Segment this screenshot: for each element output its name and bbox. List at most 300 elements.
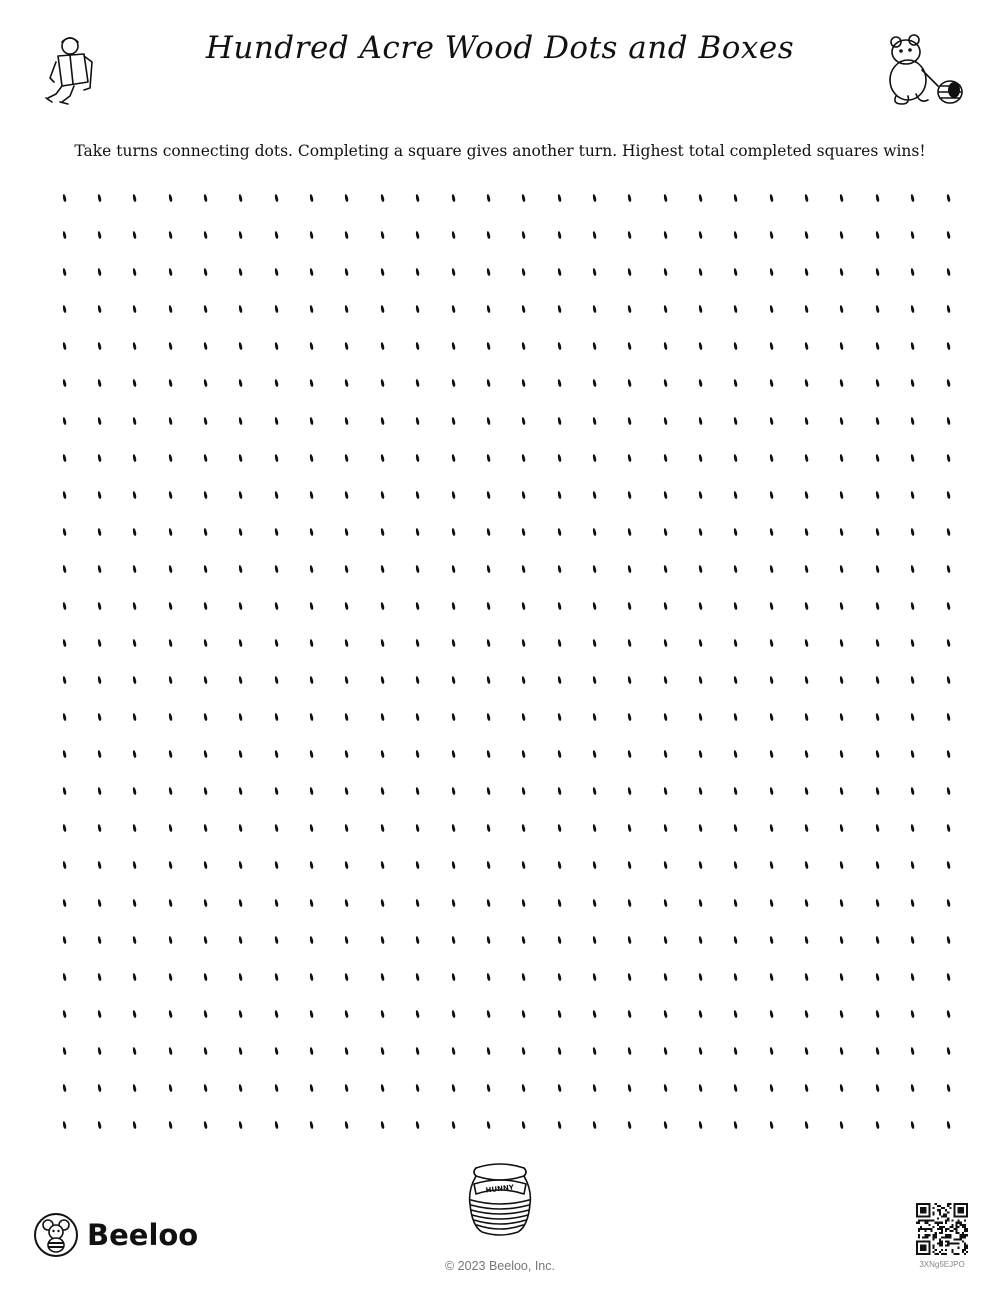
grid-dot[interactable]: [203, 861, 208, 869]
grid-dot[interactable]: [345, 527, 350, 535]
grid-dot[interactable]: [804, 1084, 809, 1092]
grid-dot[interactable]: [521, 602, 526, 610]
grid-dot[interactable]: [274, 490, 279, 498]
grid-dot[interactable]: [910, 787, 915, 795]
grid-dot[interactable]: [345, 861, 350, 869]
grid-dot[interactable]: [274, 453, 279, 461]
grid-dot[interactable]: [521, 639, 526, 647]
grid-dot[interactable]: [97, 602, 102, 610]
grid-dot[interactable]: [415, 342, 420, 350]
grid-dot[interactable]: [698, 305, 703, 313]
grid-dot[interactable]: [309, 194, 314, 202]
grid-dot[interactable]: [415, 972, 420, 980]
grid-dot[interactable]: [132, 898, 137, 906]
grid-dot[interactable]: [203, 268, 208, 276]
grid-dot[interactable]: [557, 935, 562, 943]
grid-dot[interactable]: [946, 676, 951, 684]
grid-dot[interactable]: [698, 898, 703, 906]
grid-dot[interactable]: [203, 602, 208, 610]
grid-dot[interactable]: [733, 379, 738, 387]
grid-dot[interactable]: [698, 342, 703, 350]
grid-dot[interactable]: [733, 305, 738, 313]
grid-dot[interactable]: [486, 1121, 491, 1129]
grid-dot[interactable]: [663, 342, 668, 350]
grid-dot[interactable]: [521, 194, 526, 202]
grid-dot[interactable]: [769, 379, 774, 387]
grid-dot[interactable]: [521, 1047, 526, 1055]
grid-dot[interactable]: [203, 750, 208, 758]
grid-dot[interactable]: [274, 268, 279, 276]
grid-dot[interactable]: [521, 972, 526, 980]
grid-dot[interactable]: [168, 676, 173, 684]
grid-dot[interactable]: [946, 750, 951, 758]
grid-dot[interactable]: [274, 1047, 279, 1055]
grid-dot[interactable]: [274, 1121, 279, 1129]
grid-dot[interactable]: [910, 1047, 915, 1055]
grid-dot[interactable]: [663, 453, 668, 461]
grid-dot[interactable]: [238, 713, 243, 721]
grid-dot[interactable]: [627, 861, 632, 869]
grid-dot[interactable]: [875, 824, 880, 832]
grid-dot[interactable]: [203, 787, 208, 795]
grid-dot[interactable]: [132, 453, 137, 461]
grid-dot[interactable]: [62, 972, 67, 980]
grid-dot[interactable]: [309, 639, 314, 647]
grid-dot[interactable]: [840, 639, 845, 647]
grid-dot[interactable]: [663, 713, 668, 721]
grid-dot[interactable]: [769, 453, 774, 461]
grid-dot[interactable]: [415, 194, 420, 202]
grid-dot[interactable]: [203, 565, 208, 573]
grid-dot[interactable]: [168, 1121, 173, 1129]
grid-dot[interactable]: [663, 1047, 668, 1055]
grid-dot[interactable]: [769, 713, 774, 721]
grid-dot[interactable]: [309, 379, 314, 387]
grid-dot[interactable]: [274, 750, 279, 758]
grid-dot[interactable]: [804, 861, 809, 869]
grid-dot[interactable]: [946, 1084, 951, 1092]
grid-dot[interactable]: [203, 379, 208, 387]
grid-dot[interactable]: [451, 787, 456, 795]
grid-dot[interactable]: [274, 231, 279, 239]
grid-dot[interactable]: [557, 639, 562, 647]
grid-dot[interactable]: [521, 713, 526, 721]
grid-dot[interactable]: [769, 787, 774, 795]
grid-dot[interactable]: [769, 1084, 774, 1092]
grid-dot[interactable]: [627, 268, 632, 276]
grid-dot[interactable]: [309, 268, 314, 276]
grid-dot[interactable]: [592, 490, 597, 498]
grid-dot[interactable]: [62, 194, 67, 202]
grid-dot[interactable]: [451, 861, 456, 869]
grid-dot[interactable]: [203, 231, 208, 239]
grid-dot[interactable]: [769, 1121, 774, 1129]
grid-dot[interactable]: [415, 935, 420, 943]
grid-dot[interactable]: [97, 1010, 102, 1018]
grid-dot[interactable]: [769, 750, 774, 758]
grid-dot[interactable]: [168, 1010, 173, 1018]
grid-dot[interactable]: [345, 639, 350, 647]
grid-dot[interactable]: [238, 824, 243, 832]
grid-dot[interactable]: [345, 565, 350, 573]
grid-dot[interactable]: [486, 565, 491, 573]
grid-dot[interactable]: [203, 416, 208, 424]
grid-dot[interactable]: [627, 379, 632, 387]
grid-dot[interactable]: [168, 305, 173, 313]
grid-dot[interactable]: [415, 1047, 420, 1055]
grid-dot[interactable]: [521, 750, 526, 758]
grid-dot[interactable]: [62, 1084, 67, 1092]
grid-dot[interactable]: [309, 935, 314, 943]
grid-dot[interactable]: [345, 602, 350, 610]
grid-dot[interactable]: [946, 379, 951, 387]
grid-dot[interactable]: [840, 268, 845, 276]
grid-dot[interactable]: [910, 416, 915, 424]
grid-dot[interactable]: [733, 1010, 738, 1018]
grid-dot[interactable]: [875, 1047, 880, 1055]
grid-dot[interactable]: [345, 713, 350, 721]
grid-dot[interactable]: [946, 490, 951, 498]
grid-dot[interactable]: [910, 750, 915, 758]
grid-dot[interactable]: [804, 453, 809, 461]
grid-dot[interactable]: [946, 787, 951, 795]
grid-dot[interactable]: [557, 342, 562, 350]
grid-dot[interactable]: [804, 342, 809, 350]
grid-dot[interactable]: [345, 898, 350, 906]
grid-dot[interactable]: [627, 972, 632, 980]
grid-dot[interactable]: [238, 453, 243, 461]
grid-dot[interactable]: [663, 1010, 668, 1018]
grid-dot[interactable]: [521, 861, 526, 869]
grid-dot[interactable]: [203, 935, 208, 943]
grid-dot[interactable]: [451, 342, 456, 350]
grid-dot[interactable]: [557, 676, 562, 684]
grid-dot[interactable]: [451, 416, 456, 424]
grid-dot[interactable]: [203, 342, 208, 350]
grid-dot[interactable]: [415, 1010, 420, 1018]
grid-dot[interactable]: [592, 935, 597, 943]
grid-dot[interactable]: [132, 1121, 137, 1129]
grid-dot[interactable]: [769, 527, 774, 535]
grid-dot[interactable]: [132, 490, 137, 498]
grid-dot[interactable]: [415, 713, 420, 721]
grid-dot[interactable]: [946, 861, 951, 869]
grid-dot[interactable]: [733, 935, 738, 943]
grid-dot[interactable]: [238, 972, 243, 980]
grid-dot[interactable]: [168, 342, 173, 350]
grid-dot[interactable]: [698, 639, 703, 647]
grid-dot[interactable]: [698, 935, 703, 943]
grid-dot[interactable]: [97, 527, 102, 535]
grid-dot[interactable]: [380, 453, 385, 461]
grid-dot[interactable]: [663, 305, 668, 313]
grid-dot[interactable]: [97, 1121, 102, 1129]
grid-dot[interactable]: [309, 861, 314, 869]
grid-dot[interactable]: [769, 490, 774, 498]
grid-dot[interactable]: [521, 824, 526, 832]
grid-dot[interactable]: [840, 898, 845, 906]
grid-dot[interactable]: [627, 1121, 632, 1129]
grid-dot[interactable]: [698, 453, 703, 461]
grid-dot[interactable]: [804, 602, 809, 610]
grid-dot[interactable]: [627, 231, 632, 239]
grid-dot[interactable]: [486, 1047, 491, 1055]
grid-dot[interactable]: [875, 787, 880, 795]
grid-dot[interactable]: [627, 416, 632, 424]
grid-dot[interactable]: [451, 898, 456, 906]
grid-dot[interactable]: [557, 898, 562, 906]
grid-dot[interactable]: [910, 602, 915, 610]
grid-dot[interactable]: [521, 268, 526, 276]
grid-dot[interactable]: [627, 602, 632, 610]
grid-dot[interactable]: [875, 639, 880, 647]
grid-dot[interactable]: [309, 565, 314, 573]
grid-dot[interactable]: [804, 231, 809, 239]
grid-dot[interactable]: [238, 565, 243, 573]
grid-dot[interactable]: [380, 935, 385, 943]
grid-dot[interactable]: [274, 935, 279, 943]
grid-dot[interactable]: [521, 453, 526, 461]
grid-dot[interactable]: [62, 379, 67, 387]
grid-dot[interactable]: [769, 1047, 774, 1055]
grid-dot[interactable]: [380, 527, 385, 535]
grid-dot[interactable]: [238, 1047, 243, 1055]
grid-dot[interactable]: [875, 750, 880, 758]
grid-dot[interactable]: [698, 194, 703, 202]
grid-dot[interactable]: [946, 1010, 951, 1018]
grid-dot[interactable]: [840, 861, 845, 869]
grid-dot[interactable]: [663, 1084, 668, 1092]
grid-dot[interactable]: [451, 713, 456, 721]
grid-dot[interactable]: [451, 1047, 456, 1055]
grid-dot[interactable]: [875, 416, 880, 424]
grid-dot[interactable]: [627, 1010, 632, 1018]
grid-dot[interactable]: [168, 787, 173, 795]
grid-dot[interactable]: [557, 1010, 562, 1018]
grid-dot[interactable]: [132, 750, 137, 758]
grid-dot[interactable]: [451, 750, 456, 758]
grid-dot[interactable]: [698, 1084, 703, 1092]
grid-dot[interactable]: [698, 1121, 703, 1129]
grid-dot[interactable]: [62, 787, 67, 795]
grid-dot[interactable]: [345, 1121, 350, 1129]
grid-dot[interactable]: [875, 305, 880, 313]
grid-dot[interactable]: [97, 231, 102, 239]
grid-dot[interactable]: [663, 861, 668, 869]
grid-dot[interactable]: [345, 416, 350, 424]
grid-dot[interactable]: [840, 342, 845, 350]
grid-dot[interactable]: [521, 787, 526, 795]
grid-dot[interactable]: [804, 565, 809, 573]
grid-dot[interactable]: [380, 565, 385, 573]
grid-dot[interactable]: [733, 194, 738, 202]
grid-dot[interactable]: [804, 268, 809, 276]
grid-dot[interactable]: [415, 231, 420, 239]
grid-dot[interactable]: [769, 972, 774, 980]
grid-dot[interactable]: [345, 1010, 350, 1018]
grid-dot[interactable]: [132, 676, 137, 684]
grid-dot[interactable]: [521, 490, 526, 498]
grid-dot[interactable]: [451, 379, 456, 387]
grid-dot[interactable]: [733, 490, 738, 498]
grid-dot[interactable]: [274, 898, 279, 906]
grid-dot[interactable]: [274, 379, 279, 387]
grid-dot[interactable]: [910, 935, 915, 943]
grid-dot[interactable]: [910, 527, 915, 535]
grid-dot[interactable]: [627, 1047, 632, 1055]
grid-dot[interactable]: [168, 602, 173, 610]
grid-dot[interactable]: [168, 194, 173, 202]
grid-dot[interactable]: [557, 231, 562, 239]
grid-dot[interactable]: [97, 639, 102, 647]
grid-dot[interactable]: [415, 268, 420, 276]
grid-dot[interactable]: [698, 1010, 703, 1018]
grid-dot[interactable]: [557, 490, 562, 498]
grid-dot[interactable]: [415, 750, 420, 758]
grid-dot[interactable]: [62, 1010, 67, 1018]
grid-dot[interactable]: [698, 268, 703, 276]
grid-dot[interactable]: [274, 676, 279, 684]
grid-dot[interactable]: [733, 861, 738, 869]
grid-dot[interactable]: [203, 453, 208, 461]
grid-dot[interactable]: [840, 305, 845, 313]
grid-dot[interactable]: [309, 787, 314, 795]
grid-dot[interactable]: [451, 194, 456, 202]
grid-dot[interactable]: [733, 453, 738, 461]
grid-dot[interactable]: [875, 676, 880, 684]
grid-dot[interactable]: [627, 453, 632, 461]
grid-dot[interactable]: [97, 305, 102, 313]
grid-dot[interactable]: [592, 416, 597, 424]
grid-dot[interactable]: [804, 1047, 809, 1055]
grid-dot[interactable]: [380, 750, 385, 758]
grid-dot[interactable]: [592, 824, 597, 832]
grid-dot[interactable]: [521, 1084, 526, 1092]
grid-dot[interactable]: [132, 787, 137, 795]
grid-dot[interactable]: [769, 565, 774, 573]
grid-dot[interactable]: [557, 527, 562, 535]
grid-dot[interactable]: [592, 194, 597, 202]
grid-dot[interactable]: [451, 1121, 456, 1129]
grid-dot[interactable]: [804, 935, 809, 943]
grid-dot[interactable]: [910, 1084, 915, 1092]
qr-code[interactable]: [916, 1203, 968, 1255]
grid-dot[interactable]: [875, 453, 880, 461]
grid-dot[interactable]: [627, 750, 632, 758]
grid-dot[interactable]: [557, 750, 562, 758]
grid-dot[interactable]: [946, 935, 951, 943]
grid-dot[interactable]: [733, 268, 738, 276]
grid-dot[interactable]: [274, 1084, 279, 1092]
grid-dot[interactable]: [910, 1010, 915, 1018]
grid-dot[interactable]: [486, 416, 491, 424]
grid-dot[interactable]: [97, 342, 102, 350]
grid-dot[interactable]: [592, 750, 597, 758]
grid-dot[interactable]: [627, 713, 632, 721]
grid-dot[interactable]: [698, 1047, 703, 1055]
grid-dot[interactable]: [274, 194, 279, 202]
grid-dot[interactable]: [345, 490, 350, 498]
grid-dot[interactable]: [698, 750, 703, 758]
grid-dot[interactable]: [62, 416, 67, 424]
grid-dot[interactable]: [946, 713, 951, 721]
grid-dot[interactable]: [451, 453, 456, 461]
grid-dot[interactable]: [592, 713, 597, 721]
grid-dot[interactable]: [203, 1084, 208, 1092]
grid-dot[interactable]: [698, 527, 703, 535]
grid-dot[interactable]: [486, 713, 491, 721]
grid-dot[interactable]: [592, 787, 597, 795]
grid-dot[interactable]: [875, 898, 880, 906]
grid-dot[interactable]: [769, 898, 774, 906]
grid-dot[interactable]: [840, 527, 845, 535]
grid-dot[interactable]: [132, 194, 137, 202]
grid-dot[interactable]: [380, 305, 385, 313]
grid-dot[interactable]: [627, 565, 632, 573]
grid-dot[interactable]: [946, 972, 951, 980]
grid-dot[interactable]: [203, 824, 208, 832]
grid-dot[interactable]: [875, 972, 880, 980]
grid-dot[interactable]: [663, 676, 668, 684]
grid-dot[interactable]: [238, 268, 243, 276]
grid-dot[interactable]: [380, 1121, 385, 1129]
grid-dot[interactable]: [946, 305, 951, 313]
grid-dot[interactable]: [415, 565, 420, 573]
grid-dot[interactable]: [274, 972, 279, 980]
grid-dot[interactable]: [168, 639, 173, 647]
grid-dot[interactable]: [875, 527, 880, 535]
grid-dot[interactable]: [168, 490, 173, 498]
grid-dot[interactable]: [804, 490, 809, 498]
grid-dot[interactable]: [840, 231, 845, 239]
grid-dot[interactable]: [769, 416, 774, 424]
grid-dot[interactable]: [804, 416, 809, 424]
grid-dot[interactable]: [733, 565, 738, 573]
grid-dot[interactable]: [627, 935, 632, 943]
grid-dot[interactable]: [168, 1047, 173, 1055]
grid-dot[interactable]: [627, 639, 632, 647]
grid-dot[interactable]: [875, 713, 880, 721]
grid-dot[interactable]: [557, 713, 562, 721]
grid-dot[interactable]: [415, 639, 420, 647]
grid-dot[interactable]: [203, 305, 208, 313]
grid-dot[interactable]: [238, 527, 243, 535]
grid-dot[interactable]: [415, 416, 420, 424]
grid-dot[interactable]: [309, 416, 314, 424]
grid-dot[interactable]: [132, 824, 137, 832]
grid-dot[interactable]: [840, 676, 845, 684]
grid-dot[interactable]: [132, 231, 137, 239]
grid-dot[interactable]: [380, 1010, 385, 1018]
grid-dot[interactable]: [309, 1047, 314, 1055]
grid-dot[interactable]: [733, 1121, 738, 1129]
grid-dot[interactable]: [875, 1010, 880, 1018]
grid-dot[interactable]: [238, 602, 243, 610]
grid-dot[interactable]: [274, 787, 279, 795]
grid-dot[interactable]: [274, 602, 279, 610]
grid-dot[interactable]: [486, 639, 491, 647]
grid-dot[interactable]: [203, 490, 208, 498]
grid-dot[interactable]: [627, 194, 632, 202]
grid-dot[interactable]: [627, 490, 632, 498]
grid-dot[interactable]: [875, 490, 880, 498]
grid-dot[interactable]: [451, 490, 456, 498]
grid-dot[interactable]: [521, 379, 526, 387]
grid-dot[interactable]: [62, 750, 67, 758]
grid-dot[interactable]: [521, 676, 526, 684]
grid-dot[interactable]: [380, 898, 385, 906]
grid-dot[interactable]: [804, 639, 809, 647]
